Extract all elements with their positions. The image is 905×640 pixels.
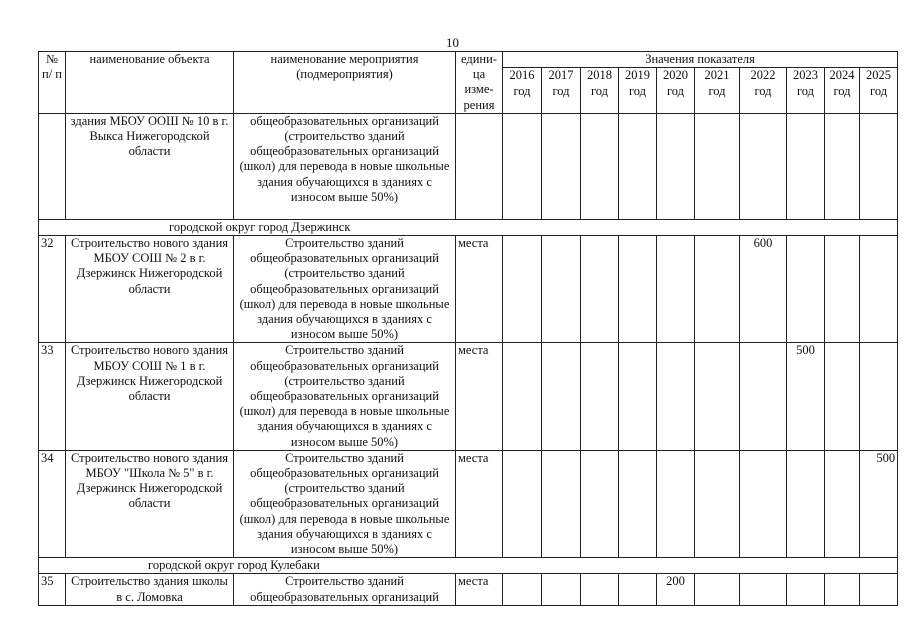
row-value-2024	[825, 343, 860, 450]
section-header-row	[39, 219, 898, 235]
header-values-group: Значения показателя	[503, 52, 898, 68]
row-value-2019	[619, 113, 657, 219]
row-value-2020	[657, 343, 695, 450]
row-num: 35	[39, 574, 66, 606]
row-value-2024	[825, 450, 860, 557]
header-year-2018: 2018 год	[581, 68, 619, 113]
row-measure: Строительство зданий общеобразовательных организаций	[234, 574, 456, 606]
row-value-2024	[825, 113, 860, 219]
row-value-2020: 200	[657, 574, 695, 606]
row-value-2024	[825, 236, 860, 343]
row-value-2021	[695, 236, 740, 343]
section-header-row	[39, 558, 898, 574]
header-row-top	[39, 52, 898, 68]
header-num: № п/ п	[39, 52, 66, 114]
row-value-2018	[581, 236, 619, 343]
header-year-2023: 2023 год	[787, 68, 825, 113]
header-year-2024: 2024 год	[825, 68, 860, 113]
row-value-2018	[581, 574, 619, 606]
header-year-2017: 2017 год	[542, 68, 581, 113]
table-row-continued	[39, 113, 898, 219]
row-value-2022	[740, 343, 787, 450]
row-num: 33	[39, 343, 66, 450]
row-value-2021	[695, 450, 740, 557]
row-value-2021	[695, 113, 740, 219]
header-year-2022: 2022 год	[740, 68, 787, 113]
row-value-2025	[860, 574, 898, 606]
row-value-2018	[581, 113, 619, 219]
row-value-2023: 500	[787, 343, 825, 450]
row-value-2023	[787, 574, 825, 606]
row-value-2016	[503, 450, 542, 557]
table-row	[39, 343, 898, 450]
row-num	[39, 113, 66, 219]
row-value-2025: 500	[860, 450, 898, 557]
row-value-2016	[503, 236, 542, 343]
row-value-2017	[542, 113, 581, 219]
row-value-2019	[619, 343, 657, 450]
row-object: Строительство здания школы в с. Ломовка	[66, 574, 234, 606]
row-value-2021	[695, 343, 740, 450]
indicators-table	[38, 51, 898, 606]
header-measure: наименование мероприятия (подмероприятия)	[234, 52, 456, 114]
section-title: городской округ город Дзержинск	[39, 219, 898, 235]
row-measure: Строительство зданий общеобразовательных организаций (строительство зданий общеобразовательных организаций (школ) для перевода в новые школьные здания обучающихся в зданиях с износом выше 50%)	[234, 236, 456, 343]
row-value-2024	[825, 574, 860, 606]
row-value-2022	[740, 574, 787, 606]
row-value-2025	[860, 113, 898, 219]
row-value-2023	[787, 236, 825, 343]
table-row	[39, 574, 898, 606]
section-title: городской округ город Кулебаки	[39, 558, 898, 574]
header-year-2025: 2025 год	[860, 68, 898, 113]
row-value-2019	[619, 574, 657, 606]
row-object: здания МБОУ ООШ № 10 в г. Выкса Нижегородской области	[66, 113, 234, 219]
row-measure: Строительство зданий общеобразовательных организаций (строительство зданий общеобразовательных организаций (школ) для перевода в новые школьные здания обучающихся в зданиях с износом выше 50%)	[234, 450, 456, 557]
row-value-2020	[657, 113, 695, 219]
header-year-2016: 2016 год	[503, 68, 542, 113]
row-unit: места	[456, 450, 503, 557]
header-year-2020: 2020 год	[657, 68, 695, 113]
row-object: Строительство нового здания МБОУ СОШ № 1 в г. Дзержинск Нижегородской области	[66, 343, 234, 450]
row-unit	[456, 113, 503, 219]
row-value-2016	[503, 343, 542, 450]
row-value-2025	[860, 343, 898, 450]
row-value-2018	[581, 450, 619, 557]
row-value-2017	[542, 236, 581, 343]
row-value-2020	[657, 450, 695, 557]
row-value-2017	[542, 450, 581, 557]
row-value-2017	[542, 343, 581, 450]
row-value-2019	[619, 450, 657, 557]
row-unit: места	[456, 343, 503, 450]
header-year-2019: 2019 год	[619, 68, 657, 113]
row-value-2022	[740, 450, 787, 557]
header-year-2021: 2021 год	[695, 68, 740, 113]
row-unit: места	[456, 574, 503, 606]
header-object: наименование объекта	[66, 52, 234, 114]
table-row	[39, 450, 898, 557]
row-value-2021	[695, 574, 740, 606]
row-value-2018	[581, 343, 619, 450]
row-value-2016	[503, 574, 542, 606]
row-value-2019	[619, 236, 657, 343]
row-value-2016	[503, 113, 542, 219]
row-value-2017	[542, 574, 581, 606]
header-unit: едини-ца изме-рения	[456, 52, 503, 114]
row-value-2023	[787, 450, 825, 557]
row-object: Строительство нового здания МБОУ "Школа № 5" в г. Дзержинск Нижегородской области	[66, 450, 234, 557]
row-value-2025	[860, 236, 898, 343]
row-num: 34	[39, 450, 66, 557]
row-unit: места	[456, 236, 503, 343]
row-num: 32	[39, 236, 66, 343]
row-value-2022: 600	[740, 236, 787, 343]
row-measure: общеобразовательных организаций (строительство зданий общеобразовательных организаций (школ) для перевода в новые школьные здания обучающихся в зданиях с износом выше 50%)	[234, 113, 456, 219]
row-value-2020	[657, 236, 695, 343]
row-value-2022	[740, 113, 787, 219]
page-number: 10	[446, 35, 459, 50]
table-row	[39, 236, 898, 343]
row-object: Строительство нового здания МБОУ СОШ № 2 в г. Дзержинск Нижегородской области	[66, 236, 234, 343]
row-measure: Строительство зданий общеобразовательных организаций (строительство зданий общеобразовательных организаций (школ) для перевода в новые школьные здания обучающихся в зданиях с износом выше 50%)	[234, 343, 456, 450]
row-value-2023	[787, 113, 825, 219]
